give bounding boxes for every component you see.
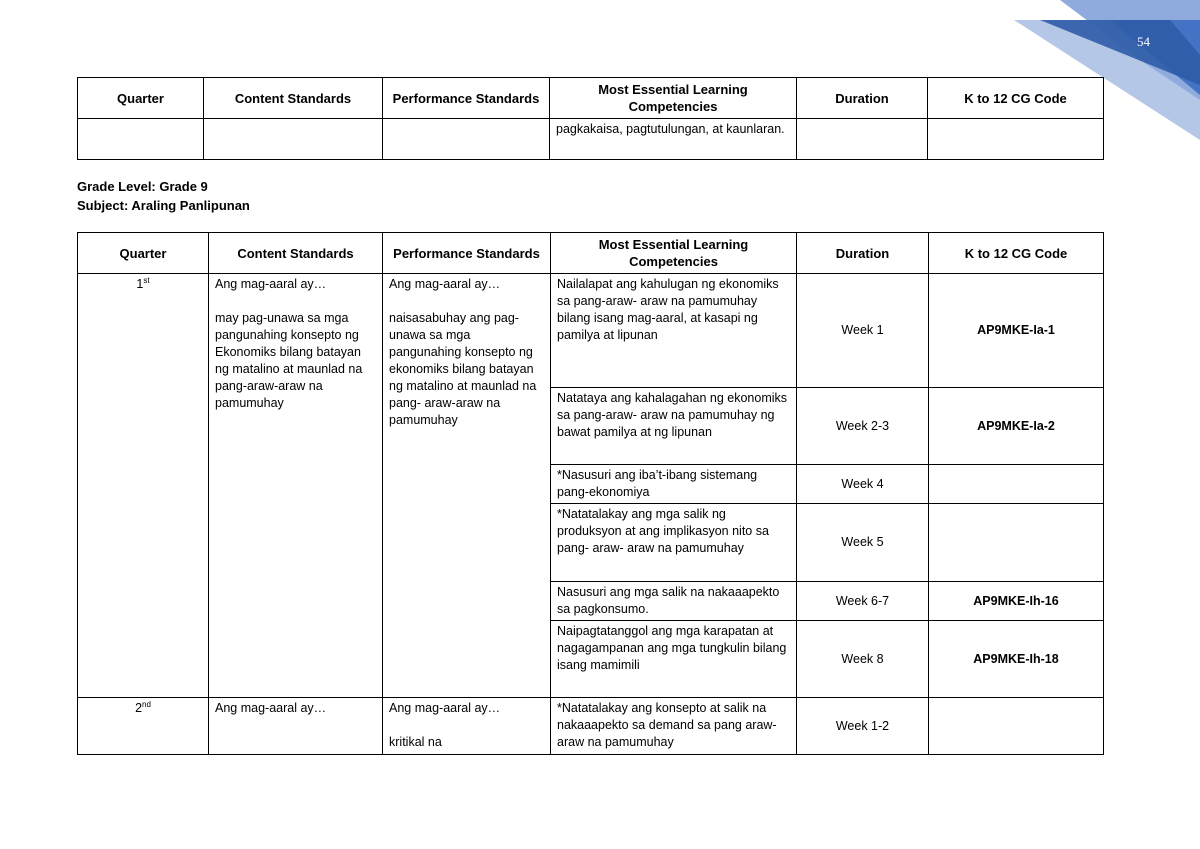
melc-cell: *Nasusuri ang iba’t-ibang sistemang pang-ekonomiya (551, 465, 797, 504)
cg-code-cell (929, 465, 1104, 504)
performance-standards-cell: Ang mag-aaral ay… naisasabuhay ang pag-unawa sa mga pangunahing konsepto ng ekonomiks bilang batayan ng matalino at maunlad na pang- araw-araw na pamumuhay (383, 274, 551, 698)
continuation-table (77, 77, 1104, 160)
melc-cell: Nailalapat ang kahulugan ng ekonomiks sa pang-araw- araw na pamumuhay bilang isang mag-aaral, at kasapi ng pamilya at lipunan (551, 274, 797, 388)
curriculum-table (77, 232, 1104, 755)
cg-code-cell (929, 698, 1104, 755)
header-performance-standards: Performance Standards (383, 78, 550, 119)
duration-cell: Week 1-2 (797, 698, 929, 755)
duration-cell: Week 4 (797, 465, 929, 504)
table-row (78, 698, 1104, 755)
melc-cell: pagkakaisa, pagtutulungan, at kaunlaran. (550, 119, 797, 160)
cg-code-cell: AP9MKE-Ia-1 (929, 274, 1104, 388)
melc-cell: *Natatalakay ang konsepto at salik na nakaaapekto sa demand sa pang araw-araw na pamumuhay (551, 698, 797, 755)
subject: Subject: Araling Panlipunan (77, 198, 250, 213)
cg-code-cell (929, 504, 1104, 582)
melc-cell: Nasusuri ang mga salik na nakaaapekto sa pagkonsumo. (551, 582, 797, 621)
grade-level: Grade Level: Grade 9 (77, 179, 208, 194)
table-row (78, 119, 1104, 160)
table-header-row (78, 233, 1104, 274)
header-quarter: Quarter (78, 78, 204, 119)
performance-standards-cell: Ang mag-aaral ay… kritikal na (383, 698, 551, 755)
header-content-standards: Content Standards (209, 233, 383, 274)
header-cg-code: K to 12 CG Code (929, 233, 1104, 274)
page-number: 54 (1137, 34, 1150, 49)
duration-cell: Week 8 (797, 621, 929, 698)
duration-cell: Week 5 (797, 504, 929, 582)
header-duration: Duration (797, 233, 929, 274)
cg-code-cell: AP9MKE-Ia-2 (929, 388, 1104, 465)
header-performance-standards: Performance Standards (383, 233, 551, 274)
content-standards-cell: Ang mag-aaral ay… (209, 698, 383, 755)
table-header-row (78, 78, 1104, 119)
duration-cell: Week 2-3 (797, 388, 929, 465)
header-melc: Most Essential Learning Competencies (551, 233, 797, 274)
melc-cell: Natataya ang kahalagahan ng ekonomiks sa pang-araw- araw na pamumuhay ng bawat pamilya at ng lipunan (551, 388, 797, 465)
quarter-cell: 1st (78, 274, 209, 698)
duration-cell: Week 6-7 (797, 582, 929, 621)
melc-cell: *Natatalakay ang mga salik ng produksyon at ang implikasyon nito sa pang- araw- araw na pamumuhay (551, 504, 797, 582)
cg-code-cell: AP9MKE-Ih-18 (929, 621, 1104, 698)
header-cg-code: K to 12 CG Code (928, 78, 1104, 119)
header-melc: Most Essential Learning Competencies (550, 78, 797, 119)
header-content-standards: Content Standards (204, 78, 383, 119)
header-quarter: Quarter (78, 233, 209, 274)
table-row (78, 274, 1104, 388)
quarter-cell: 2nd (78, 698, 209, 755)
document-meta (77, 177, 250, 215)
cg-code-cell: AP9MKE-Ih-16 (929, 582, 1104, 621)
content-standards-cell: Ang mag-aaral ay… may pag-unawa sa mga pangunahing konsepto ng Ekonomiks bilang batayan ng matalino at maunlad na pang-araw-araw na pamumuhay (209, 274, 383, 698)
header-duration: Duration (797, 78, 928, 119)
melc-cell: Naipagtatanggol ang mga karapatan at nagagampanan ang mga tungkulin bilang isang mamimili (551, 621, 797, 698)
duration-cell: Week 1 (797, 274, 929, 388)
